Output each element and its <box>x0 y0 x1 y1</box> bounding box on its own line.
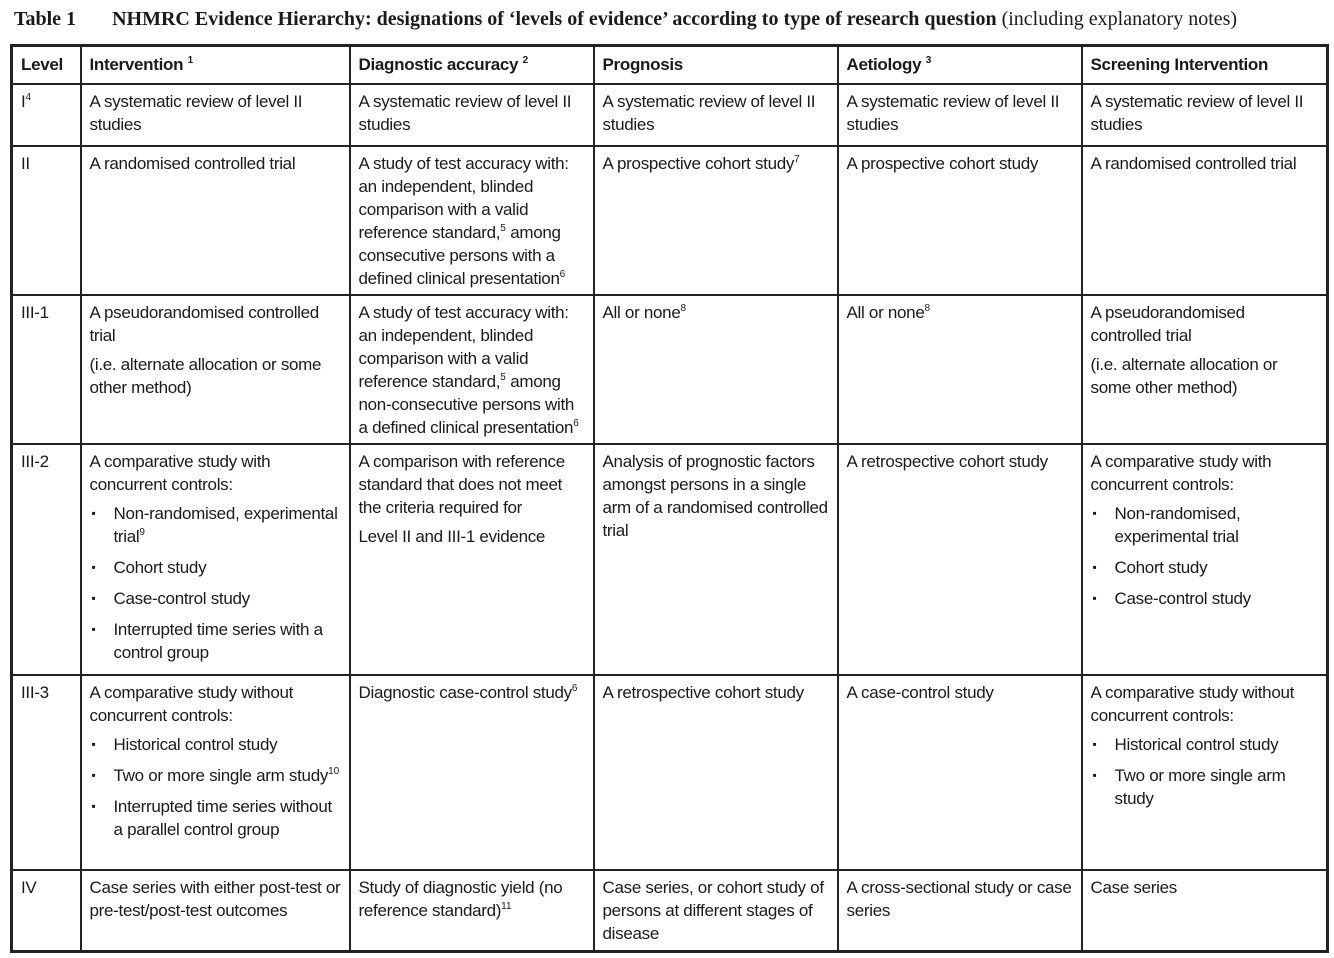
diagnostic-cell: A comparison with reference standard that does not meet the criteria required for Level II and III-1 evidence <box>350 444 594 675</box>
list-item: ▪ Two or more single arm study <box>1091 764 1319 810</box>
table-row <box>12 870 1328 952</box>
list-item: ▪ Cohort study <box>90 556 341 579</box>
list-item: ▪ Interrupted time series with a control group <box>90 618 341 664</box>
screening-cell: A randomised controlled trial <box>1082 146 1328 295</box>
screening-cell: Case series <box>1082 870 1328 952</box>
aetiology-cell: All or none$^8$ <box>838 295 1082 444</box>
evidence-hierarchy-table <box>10 44 1329 953</box>
intervention-cell: A comparative study without concurrent controls: ▪ Historical control study ▪ Two or more single arm study$^{10}$ ▪ Interrupted time series without a parallel control group <box>81 675 350 870</box>
prognosis-cell: Analysis of prognostic factors amongst persons in a single arm of a randomised controlled trial <box>594 444 838 675</box>
diagnostic-cell: A systematic review of level II studies <box>350 84 594 146</box>
level-cell: IV <box>12 870 81 952</box>
header-row <box>12 46 1328 84</box>
intervention-cell: A systematic review of level II studies <box>81 84 350 146</box>
level-cell: III-1 <box>12 295 81 444</box>
screening-cell: A comparative study with concurrent controls: ▪ Non-randomised, experimental trial ▪ Cohort study ▪ Case-control study <box>1082 444 1328 675</box>
aetiology-cell: A retrospective cohort study <box>838 444 1082 675</box>
table-row <box>12 84 1328 146</box>
intervention-cell: A pseudorandomised controlled trial (i.e. alternate allocation or some other method) <box>81 295 350 444</box>
intervention-cell: Case series with either post-test or pre-test/post-test outcomes <box>81 870 350 952</box>
header-level: Level <box>12 46 81 84</box>
intervention-cell: A randomised controlled trial <box>81 146 350 295</box>
table-row <box>12 295 1328 444</box>
aetiology-cell: A prospective cohort study <box>838 146 1082 295</box>
list-item: ▪ Case-control study <box>90 587 341 610</box>
prognosis-cell: A retrospective cohort study <box>594 675 838 870</box>
list-item: ▪ Case-control study <box>1091 587 1319 610</box>
aetiology-cell: A cross-sectional study or case series <box>838 870 1082 952</box>
header-aetiology: Aetiology $^3$ <box>838 46 1082 84</box>
header-prognosis: Prognosis <box>594 46 838 84</box>
diagnostic-cell: A study of test accuracy with: an independent, blinded comparison with a valid reference standard,$^5$ among consecutive persons with a defined clinical presentation$^6$ <box>350 146 594 295</box>
screening-cell: A comparative study without concurrent controls: ▪ Historical control study ▪ Two or more single arm study <box>1082 675 1328 870</box>
diagnostic-cell: Study of diagnostic yield (no reference standard)$^{11}$ <box>350 870 594 952</box>
aetiology-cell: A case-control study <box>838 675 1082 870</box>
table-row <box>12 146 1328 295</box>
table-caption <box>14 8 1237 31</box>
list-item: ▪ Two or more single arm study$^{10}$ <box>90 764 341 787</box>
screening-cell: A systematic review of level II studies <box>1082 84 1328 146</box>
diagnostic-cell: Diagnostic case-control study$^6$ <box>350 675 594 870</box>
diagnostic-cell: A study of test accuracy with: an independent, blinded comparison with a valid reference standard,$^5$ among non-consecutive persons with a defined clinical presentation$^6$ <box>350 295 594 444</box>
table-row <box>12 444 1328 675</box>
list-item: ▪ Interrupted time series without a parallel control group <box>90 795 341 841</box>
list-item: ▪ Historical control study <box>90 733 341 756</box>
table-row <box>12 675 1328 870</box>
table-label: Table 1 <box>14 8 77 30</box>
table-title: NHMRC Evidence Hierarchy: designations of ‘levels of evidence’ according to type of research question <box>112 8 997 30</box>
list-item: ▪ Historical control study <box>1091 733 1319 756</box>
level-cell: III-3 <box>12 675 81 870</box>
list-item: ▪ Non-randomised, experimental trial <box>1091 502 1319 548</box>
prognosis-cell: A prospective cohort study$^7$ <box>594 146 838 295</box>
table-title-note: (including explanatory notes) <box>1001 8 1238 30</box>
aetiology-cell: A systematic review of level II studies <box>838 84 1082 146</box>
prognosis-cell: A systematic review of level II studies <box>594 84 838 146</box>
intervention-cell: A comparative study with concurrent controls: ▪ Non-randomised, experimental trial$^9$ ▪ Cohort study ▪ Case-control study ▪ Interrupted time series with a control group <box>81 444 350 675</box>
list-item: ▪ Cohort study <box>1091 556 1319 579</box>
prognosis-cell: All or none$^8$ <box>594 295 838 444</box>
header-screening-intervention: Screening Intervention <box>1082 46 1328 84</box>
screening-cell: A pseudorandomised controlled trial (i.e. alternate allocation or some other method) <box>1082 295 1328 444</box>
list-item: ▪ Non-randomised, experimental trial$^9$ <box>90 502 341 548</box>
level-cell: II <box>12 146 81 295</box>
level-cell: $I^4$ <box>12 84 81 146</box>
header-intervention: Intervention $^1$ <box>81 46 350 84</box>
header-diagnostic-accuracy: Diagnostic accuracy $^2$ <box>350 46 594 84</box>
prognosis-cell: Case series, or cohort study of persons at different stages of disease <box>594 870 838 952</box>
level-cell: III-2 <box>12 444 81 675</box>
